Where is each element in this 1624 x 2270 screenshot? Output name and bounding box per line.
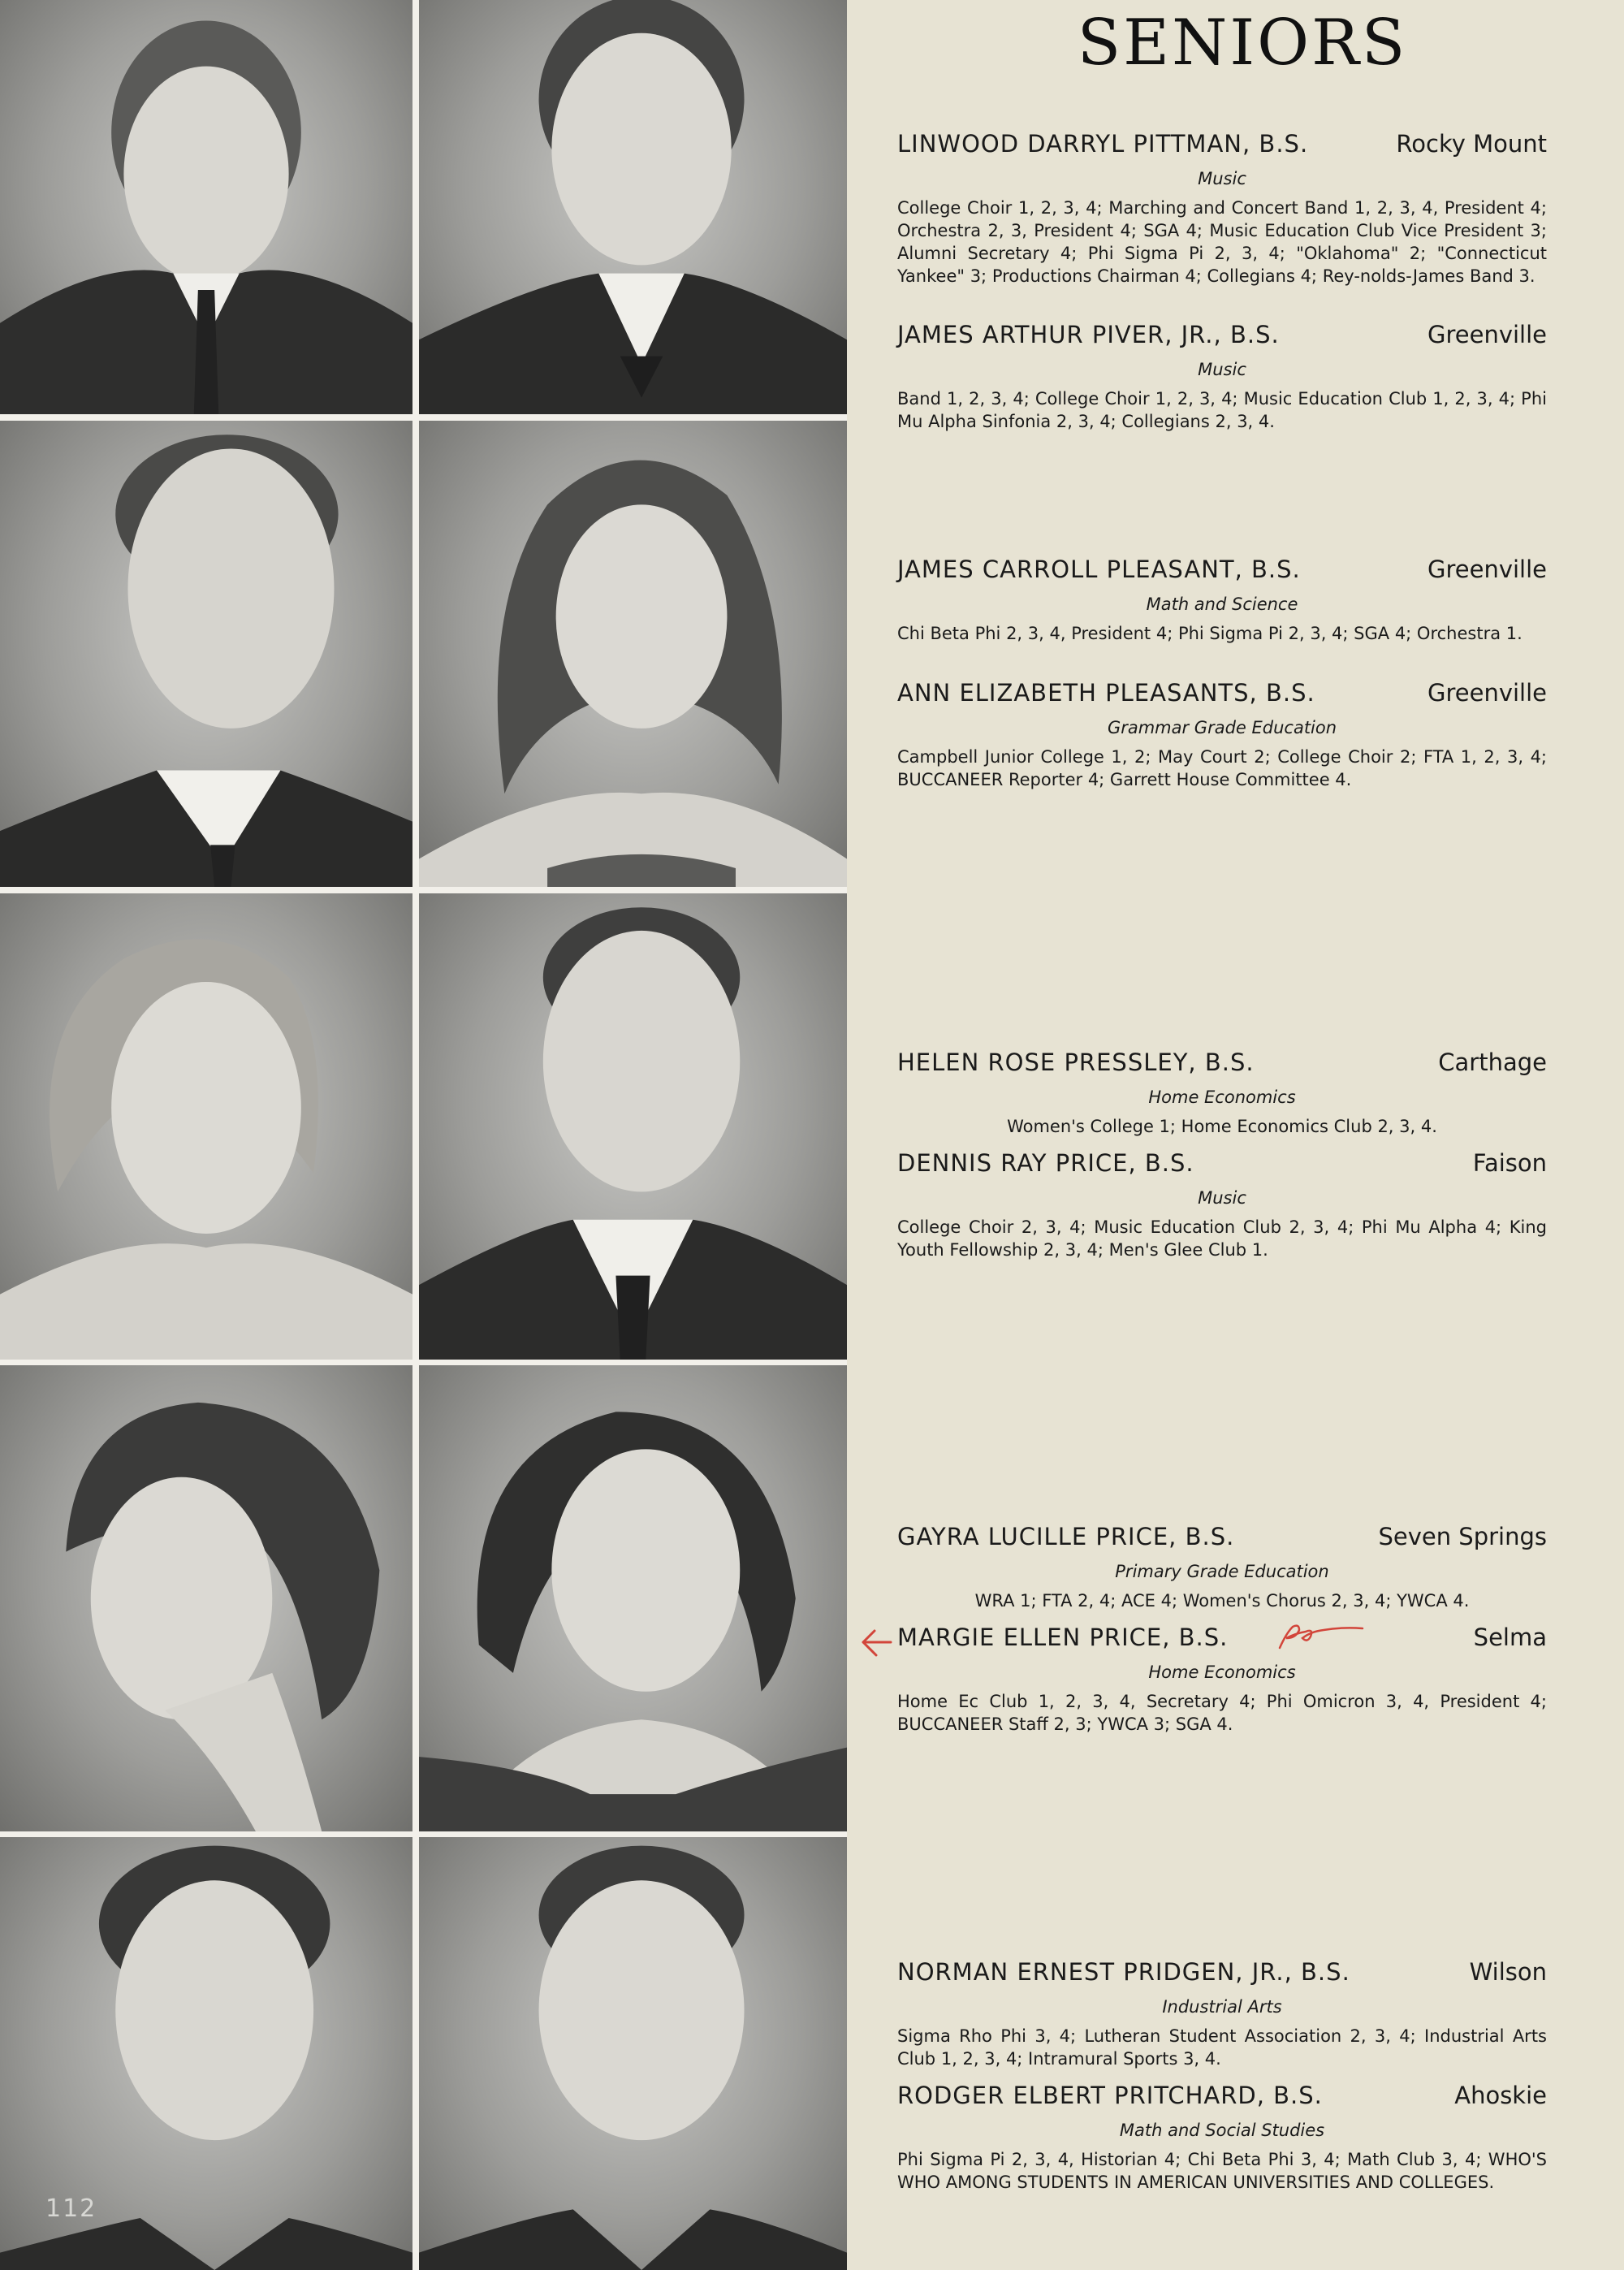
senior-name: GAYRA LUCILLE PRICE, B.S. <box>897 1523 1235 1550</box>
major: Math and Science <box>1146 595 1298 614</box>
hometown: Rocky Mount <box>1396 130 1547 158</box>
senior-name: HELEN ROSE PRESSLEY, B.S. <box>897 1049 1255 1076</box>
senior-name: MARGIE ELLEN PRICE, B.S. <box>897 1624 1229 1651</box>
senior-entry <box>897 556 1547 645</box>
portrait-photo-pressley <box>0 893 412 1360</box>
activities: College Choir 1, 2, 3, 4; Marching and Concert Band 1, 2, 3, 4, President 4; Orchestra 2, 3, President 4; SGA 4; Music Education Club Vice President 3; Alumni Secretary 4; Phi Sigma Pi 2, 3, 4; "Oklahoma" 2; "Connecticut Yankee" 3; Productions Chairman 4; Collegians 4; Rey-nolds-James Band 3. <box>897 198 1547 286</box>
senior-name: RODGER ELBERT PRITCHARD, B.S. <box>897 2082 1323 2109</box>
portrait-photo-margie-price <box>419 1365 847 1831</box>
portrait-photo-pleasant <box>0 421 412 887</box>
portrait-photo-pleasants <box>419 421 847 887</box>
major: Math and Social Studies <box>1119 2121 1325 2140</box>
hometown: Ahoskie <box>1454 2082 1547 2109</box>
hometown: Greenville <box>1427 321 1547 348</box>
senior-entry <box>897 2082 1547 2194</box>
senior-entry <box>897 130 1547 288</box>
activities: Band 1, 2, 3, 4; College Choir 1, 2, 3, 4; Music Education Club 1, 2, 3, 4; Phi Mu Alpha Sinfonia 2, 3, 4; Collegians 2, 3, 4. <box>897 389 1547 431</box>
page-number: 112 <box>45 2194 97 2223</box>
activities: Home Ec Club 1, 2, 3, 4, Secretary 4; Phi Omicron 3, 4, President 4; BUCCANEER Staff 2, 3; YWCA 3; SGA 4. <box>897 1692 1547 1734</box>
major: Music <box>1198 1188 1246 1208</box>
senior-entry <box>897 1149 1547 1261</box>
red-pencil-arrow-icon <box>858 1626 894 1658</box>
hometown: Greenville <box>1427 679 1547 707</box>
activities: WRA 1; FTA 2, 4; ACE 4; Women's Chorus 2, 3, 4; YWCA 4. <box>974 1591 1470 1611</box>
major: Music <box>1198 169 1246 188</box>
senior-name: LINWOOD DARRYL PITTMAN, B.S. <box>897 130 1309 158</box>
senior-name: JAMES CARROLL PLEASANT, B.S. <box>897 556 1301 583</box>
major: Grammar Grade Education <box>1107 718 1337 737</box>
portrait-photo-pittman <box>0 0 412 414</box>
major: Industrial Arts <box>1162 1997 1282 2017</box>
major: Primary Grade Education <box>1115 1562 1329 1581</box>
portrait-photo-pritchard <box>419 1837 847 2270</box>
portrait-photo-piver <box>419 0 847 414</box>
senior-entry <box>897 1523 1547 1612</box>
senior-name: DENNIS RAY PRICE, B.S. <box>897 1149 1194 1177</box>
activities: College Choir 2, 3, 4; Music Education Club 2, 3, 4; Phi Mu Alpha 4; King Youth Fellowship 2, 3, 4; Men's Glee Club 1. <box>897 1217 1547 1260</box>
senior-entry <box>897 1958 1547 2070</box>
senior-entry <box>897 1049 1547 1138</box>
activities: Campbell Junior College 1, 2; May Court 2; College Choir 2; FTA 1, 2, 3, 4; BUCCANEER Reporter 4; Garrett House Committee 4. <box>897 747 1547 789</box>
major: Music <box>1198 360 1246 379</box>
hometown: Selma <box>1473 1624 1547 1651</box>
page-title: SENIORS <box>1077 6 1408 80</box>
activities: Women's College 1; Home Economics Club 2, 3, 4. <box>1007 1117 1437 1136</box>
hometown: Faison <box>1472 1149 1547 1177</box>
portrait-photo-dennis-price <box>419 893 847 1360</box>
senior-name: ANN ELIZABETH PLEASANTS, B.S. <box>897 679 1315 707</box>
senior-entry <box>897 679 1547 791</box>
major: Home Economics <box>1148 1087 1296 1107</box>
hometown: Wilson <box>1469 1958 1547 1986</box>
senior-entry <box>897 1624 1547 1736</box>
red-pencil-scribble-icon <box>1275 1619 1366 1653</box>
hometown: Carthage <box>1438 1049 1547 1076</box>
senior-name: JAMES ARTHUR PIVER, JR., B.S. <box>897 321 1280 348</box>
activities: Phi Sigma Pi 2, 3, 4, Historian 4; Chi Beta Phi 3, 4; Math Club 3, 4; WHO'S WHO AMONG STUDENTS IN AMERICAN UNIVERSITIES AND COLLEGES. <box>897 2150 1547 2192</box>
senior-name: NORMAN ERNEST PRIDGEN, JR., B.S. <box>897 1958 1350 1986</box>
hometown: Seven Springs <box>1378 1523 1547 1550</box>
hometown: Greenville <box>1427 556 1547 583</box>
portrait-photo-gayra-price <box>0 1365 412 1831</box>
major: Home Economics <box>1148 1663 1296 1682</box>
senior-entry <box>897 321 1547 433</box>
activities: Sigma Rho Phi 3, 4; Lutheran Student Association 2, 3, 4; Industrial Arts Club 1, 2, 3, 4; Intramural Sports 3, 4. <box>897 2026 1547 2069</box>
activities: Chi Beta Phi 2, 3, 4, President 4; Phi Sigma Pi 2, 3, 4; SGA 4; Orchestra 1. <box>897 624 1522 643</box>
